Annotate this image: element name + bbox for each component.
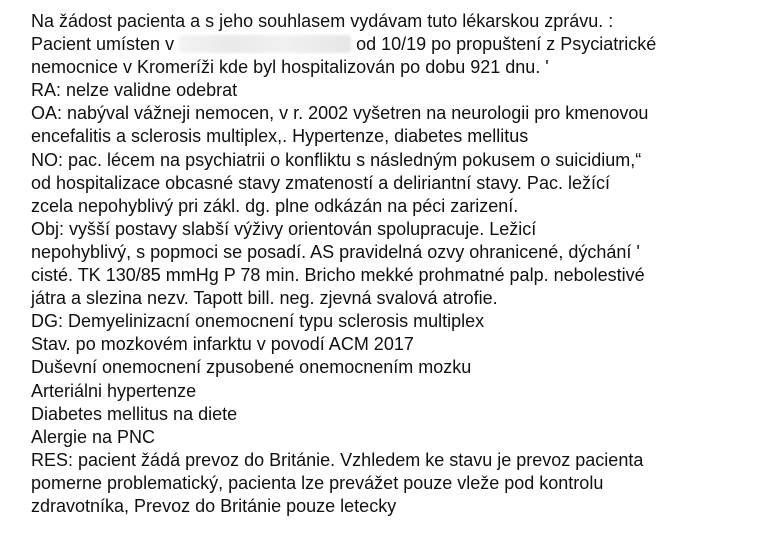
dg-line-1: DG: Demyelinizacní onemocnení typu sclerosis multiplex (31, 311, 485, 332)
obj-line-2: nepohyblivý, s popmoci se posadí. AS pravidelná ozvy ohranicené, dýchání ' (31, 241, 640, 262)
res-line-2: pomerne problematický, pacienta lze prevážet pouze vleže pod kontrolu (31, 472, 604, 493)
res-line-3: zdravotníka, Prevoz do Británie pouze letecky (31, 495, 397, 516)
dg-line-6: Alergie na PNC (31, 426, 156, 447)
medical-report (31, 10, 776, 518)
no-line-3: zcela nepohyblivý pri zákl. dg. plne odkázán na péci zarizení. (31, 195, 519, 216)
obj-line-4: játra a slezina nezv. Tapott bill. neg. zjevná svalová atrofie. (31, 288, 498, 309)
dg-line-2: Stav. po mozkovém infarktu v povodí ACM 2017 (31, 334, 414, 355)
obj-line-3: cisté. TK 130/85 mmHg P 78 min. Bricho mekké prohmatné palp. nebolestivé (31, 265, 645, 286)
res-line-1: RES: pacient žádá prevoz do Británie. Vzhledem ke stavu je prevoz pacienta (31, 449, 644, 470)
dg-line-4: Arteriálni hypertenze (31, 380, 197, 401)
placement-line-continued: nemocnice v Kromeríži kde byl hospitalizován po dobu 921 dnu. ' (31, 57, 549, 78)
dg-line-5: Diabetes mellitus na diete (31, 403, 238, 424)
placement-before: Pacient umísten v (31, 34, 180, 55)
placement-after: od 10/19 po propuštení z Psyciatrické (351, 34, 657, 55)
oa-line-2: encefalitis a sclerosis multiplex,. Hypertenze, diabetes mellitus (31, 126, 529, 147)
no-line-2: od hospitalizace obcasné stavy zmateností a deliriantní stavy. Pac. ležící (31, 172, 610, 193)
placement-line (31, 33, 776, 56)
ra-section: RA: nelze validne odebrat (31, 80, 238, 101)
obj-line-1: Obj: vyšší postavy slabší výživy orientován spolupracuje. Ležicí (31, 218, 537, 239)
dg-line-3: Duševní onemocnení zpusobené onemocnením mozku (31, 357, 472, 378)
redacted-facility-name (179, 35, 351, 53)
intro-line: Na žádost pacienta a s jeho souhlasem vydávam tuto lékarskou zprávu. : (31, 11, 614, 31)
oa-line-1: OA: nabýval vážneji nemocen, v r. 2002 vyšetren na neurologii pro kmenovou (31, 103, 649, 124)
no-line-1: NO: pac. lécem na psychiatrii o konfliktu s následným pokusem o suicidium,“ (31, 149, 642, 170)
